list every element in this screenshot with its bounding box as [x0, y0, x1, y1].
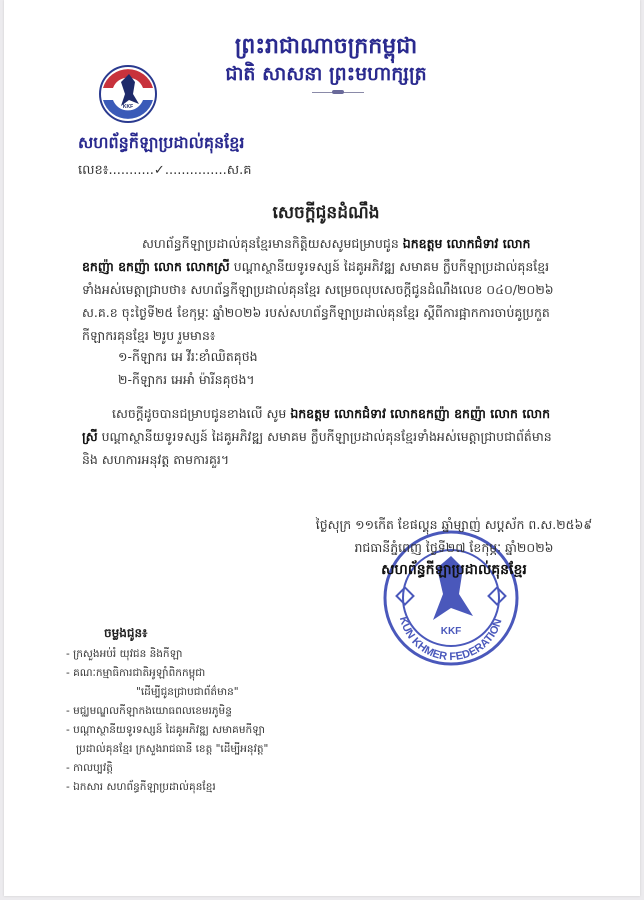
list-item: ២-កីឡាករ អេអាំ ម៉ារីនគុថង។	[118, 372, 255, 387]
cc-item-continued: ប្រដាល់គុនខ្មែរ ក្រសួងរាជធានី ខេត្ត "ដើម្បីអនុវត្ត"	[76, 743, 269, 755]
paragraph-1-body: បណ្ដាស្ថានីយទូរទស្សន៍ ដៃគូអភិវឌ្ឍ សមាគម ក្លឹបកីឡាប្រដាល់គុនខ្មែរទាំងអស់មេត្តាជ្រាបថា៖ សហព័ន្ធកីឡាប្រដាល់គុនខ្មែរ សម្រេចលុបសេចក្តីជូនដំណឹងលេខ ០៤០/២០២៦ ស.គ.ខ ចុះថ្ងៃទី២៥ ខែកុម្ភៈ ឆ្នាំ២០២៦ របស់សហព័ន្ធកីឡាប្រដាល់គុនខ្មែរ ស្ដីពីការផ្អាកការចាប់គូប្រកួត កីឡាករគុនខ្មែរ ២រូប រួមមាន៖	[82, 259, 554, 343]
paragraph-1-intro: សហព័ន្ធកីឡាប្រដាល់គុនខ្មែរមានកិត្តិយសសូមជម្រាបជូន	[142, 236, 399, 251]
cc-item: - ក្រសួងអប់រំ យុវជន និងកីឡា	[66, 648, 183, 660]
organization-name: សហព័ន្ធកីឡាប្រដាល់គុនខ្មែរ	[78, 133, 245, 152]
cc-title: ចម្លងជូន៖	[104, 626, 148, 640]
document-page	[4, 0, 640, 896]
national-motto: ជាតិ សាសនា ព្រះមហាក្សត្រ	[225, 63, 427, 85]
solar-date: រាជធានីភ្នំពេញ ថ្ងៃទី២៧ ខែកុម្ភៈ ឆ្នាំ២០២៦	[354, 540, 554, 555]
paragraph-1	[82, 232, 562, 347]
cc-item: - មជ្ឈមណ្ឌលកីឡាកងយោធពលខេមរភូមិន្ទ	[66, 705, 232, 717]
paragraph-2-recipients: ឯកឧត្តម លោកជំទាវ លោកឧកញ៉ា ឧកញ៉ា លោក លោកស្រី	[82, 406, 551, 444]
cc-item: - កាលប្បវត្តិ	[66, 762, 113, 774]
cc-item: - គណៈកម្មាធិការជាតិអូឡាំពិកកម្ពុជា	[66, 667, 206, 679]
paragraph-2-intro: សេចក្តីដូចបានជម្រាបជូនខាងលើ សូម	[112, 406, 287, 421]
cc-item: - ឯកសារ សហព័ន្ធកីឡាប្រដាល់គុនខ្មែរ	[66, 781, 216, 793]
kingdom-title: ព្រះរាជាណាចក្រកម្ពុជា	[234, 34, 418, 59]
cc-item-note: "ដើម្បីជូនជ្រាបជាព័ត៌មាន"	[136, 686, 239, 698]
signatory-name: សហព័ន្ធកីឡាប្រដាល់គុនខ្មែរ	[381, 562, 527, 578]
svg-text:KUN KHMER FEDERATION: KUN KHMER FEDERATION	[396, 615, 505, 664]
cc-list	[66, 645, 268, 797]
reference-number: លេខ៖...........✓...............ស.គ	[78, 163, 252, 178]
ornament-divider	[312, 92, 364, 93]
cc-item: - បណ្ដាស្ថានីយទូរទស្សន៍ ដៃគូអភិវឌ្ឍ សមាគមកីឡា	[66, 724, 265, 736]
document-title: សេចក្ដីជូនដំណឹង	[272, 203, 380, 223]
svg-text:KKF: KKF	[440, 626, 462, 637]
federation-logo-icon	[99, 60, 157, 128]
paragraph-1-recipients: ឯកឧត្តម លោកជំទាវ លោកឧកញ៉ា ឧកញ៉ា លោក លោកស្រី	[82, 236, 531, 274]
svg-text:KKF: KKF	[122, 104, 134, 110]
lunar-date: ថ្ងៃសុក្រ ១១កើត ខែផល្គុន ឆ្នាំម្សាញ់ សប្តស័ក ព.ស.២៥៦៩	[315, 517, 593, 532]
paragraph-2	[82, 402, 562, 471]
paragraph-2-body: បណ្ដាស្ថានីយទូរទស្សន៍ ដៃគូអភិវឌ្ឍ សមាគម ក្លឹបកីឡាប្រដាល់គុនខ្មែរទាំងអស់មេត្តាជ្រាបជាព័ត៌មាន និង សហការអនុវត្ត តាមការគួរ។	[82, 429, 552, 467]
list-item: ១-កីឡាករ អេ វីរៈខាំឈិតគុថង	[118, 349, 258, 364]
